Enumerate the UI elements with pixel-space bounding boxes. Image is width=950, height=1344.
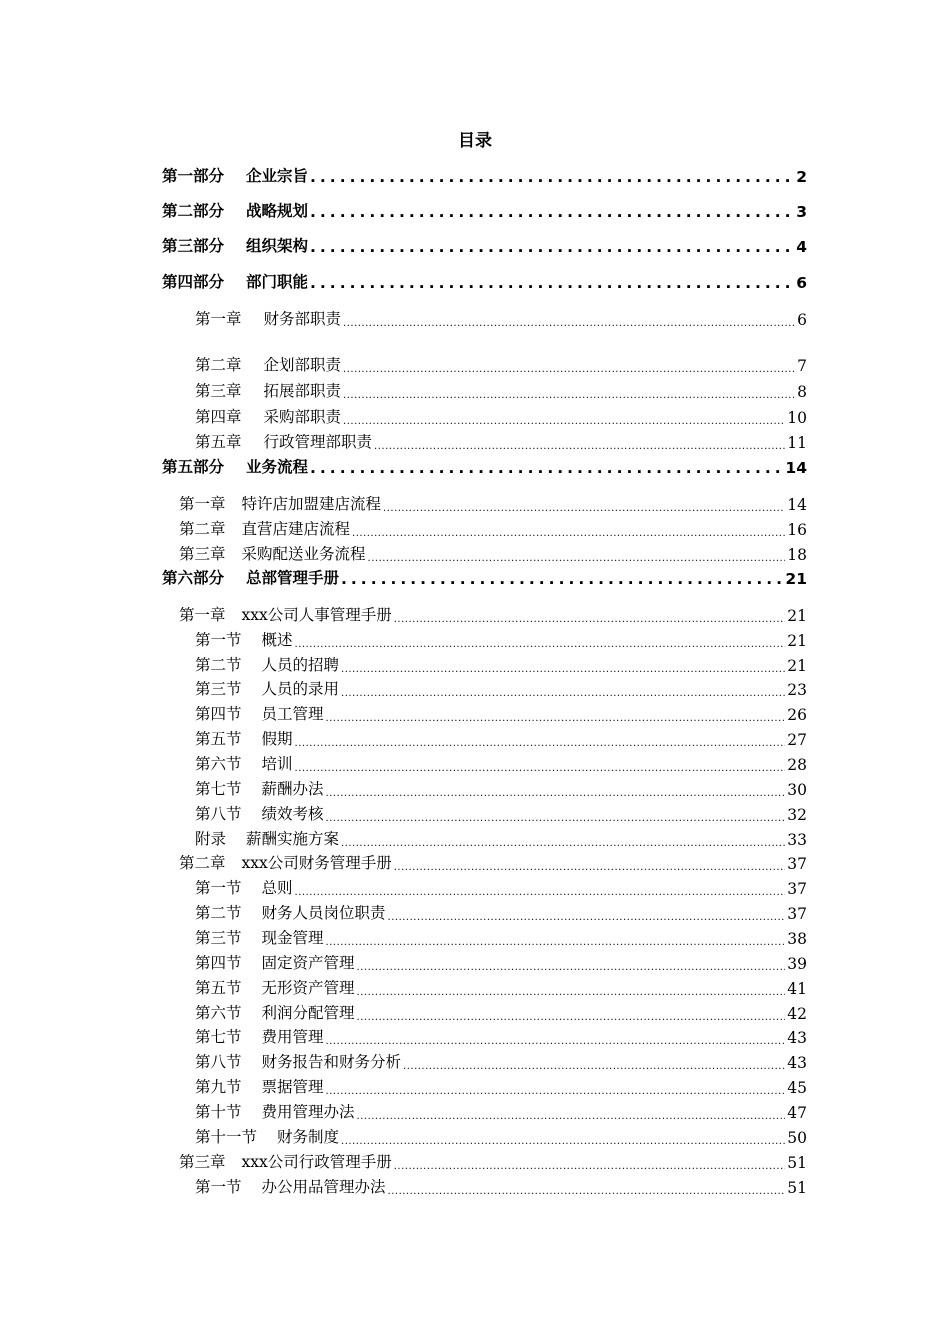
toc-entry-number: 第六节 bbox=[195, 1004, 242, 1022]
toc-entry-label: xxx公司行政管理手册 bbox=[241, 1153, 392, 1171]
toc-entry-label: 财务人员岗位职责 bbox=[261, 904, 386, 922]
toc-entry-label: 企业宗旨 bbox=[246, 167, 309, 185]
toc-entry-chapter[interactable] bbox=[179, 490, 807, 514]
dot-leader bbox=[310, 274, 794, 292]
toc-entry-label: 现金管理 bbox=[261, 929, 324, 947]
toc-entry-page: 21 bbox=[785, 570, 807, 588]
toc-entry-number: 第四章 bbox=[195, 408, 242, 426]
toc-entry-section[interactable] bbox=[195, 700, 807, 724]
dot-leader bbox=[352, 528, 785, 539]
toc-entry-number: 第二章 bbox=[195, 356, 242, 374]
toc-entry-page: 30 bbox=[787, 781, 807, 799]
toc-entry-label: 财务报告和财务分析 bbox=[261, 1053, 402, 1071]
toc-entry-page: 6 bbox=[797, 311, 807, 329]
toc-entry-section[interactable] bbox=[195, 899, 807, 923]
dot-leader bbox=[326, 788, 786, 799]
toc-entry-number: 第五节 bbox=[195, 979, 242, 997]
dot-leader bbox=[394, 862, 786, 873]
toc-entry-page: 27 bbox=[787, 731, 807, 749]
toc-entry-page: 51 bbox=[787, 1179, 807, 1197]
toc-entry-page: 41 bbox=[787, 980, 807, 998]
toc-entry-section[interactable] bbox=[195, 1023, 807, 1047]
dot-leader bbox=[357, 1111, 786, 1122]
dot-leader bbox=[310, 459, 783, 477]
toc-entry-number: 第二节 bbox=[195, 904, 242, 922]
toc-entry-number: 第八节 bbox=[195, 805, 242, 823]
toc-entry-section[interactable] bbox=[195, 924, 807, 948]
dot-leader bbox=[295, 763, 786, 774]
toc-entry-page: 39 bbox=[787, 955, 807, 973]
toc-entry-section[interactable] bbox=[195, 675, 807, 699]
toc-entry-label: 部门职能 bbox=[246, 273, 309, 291]
toc-entry-chapter[interactable] bbox=[179, 849, 807, 873]
toc-entry-page: 45 bbox=[787, 1079, 807, 1097]
toc-entry-chapter[interactable] bbox=[195, 305, 807, 329]
toc-entry-number: 第四节 bbox=[195, 954, 242, 972]
toc-entry-part-5[interactable] bbox=[162, 453, 807, 477]
toc-entry-section[interactable] bbox=[195, 974, 807, 998]
toc-entry-number: 第三节 bbox=[195, 929, 242, 947]
toc-entry-number: 第三部分 bbox=[162, 237, 225, 255]
toc-entry-label: 总则 bbox=[261, 879, 293, 897]
toc-entry-number: 第十一节 bbox=[195, 1128, 258, 1146]
toc-entry-number: 第一章 bbox=[195, 310, 242, 328]
toc-entry-label: 总部管理手册 bbox=[246, 569, 340, 587]
toc-entry-number: 第二章 bbox=[179, 520, 226, 538]
toc-entry-page: 8 bbox=[797, 383, 807, 401]
toc-entry-number: 第五章 bbox=[195, 433, 242, 451]
toc-entry-label: 业务流程 bbox=[246, 458, 309, 476]
toc-entry-part-1[interactable] bbox=[162, 162, 807, 186]
toc-entry-page: 50 bbox=[787, 1129, 807, 1147]
toc-entry-number: 第三章 bbox=[195, 382, 242, 400]
toc-entry-page: 42 bbox=[787, 1005, 807, 1023]
toc-entry-number: 第十节 bbox=[195, 1103, 242, 1121]
toc-entry-label: 员工管理 bbox=[261, 705, 324, 723]
toc-entry-number: 第二节 bbox=[195, 656, 242, 674]
toc-entry-number: 第五部分 bbox=[162, 458, 225, 476]
toc-entry-label: xxx公司人事管理手册 bbox=[241, 606, 392, 624]
dot-leader bbox=[295, 639, 786, 650]
dot-leader bbox=[394, 614, 786, 625]
toc-entry-label: 概述 bbox=[261, 631, 293, 649]
toc-entry-section[interactable] bbox=[195, 800, 807, 824]
toc-entry-number: 第一章 bbox=[179, 495, 226, 513]
toc-entry-page: 14 bbox=[787, 496, 807, 514]
toc-entry-page: 43 bbox=[787, 1029, 807, 1047]
toc-entry-label: 无形资产管理 bbox=[261, 979, 355, 997]
toc-entry-number: 第一部分 bbox=[162, 167, 225, 185]
toc-entry-label: 财务部职责 bbox=[263, 310, 342, 328]
toc-entry-number: 附录 bbox=[195, 830, 227, 848]
toc-entry-label: 假期 bbox=[261, 730, 293, 748]
toc-entry-section[interactable] bbox=[195, 999, 807, 1023]
toc-entry-page: 14 bbox=[785, 459, 807, 477]
toc-entry-page: 37 bbox=[787, 880, 807, 898]
dot-leader bbox=[341, 1136, 785, 1147]
toc-entry-number: 第六部分 bbox=[162, 569, 225, 587]
toc-entry-number: 第四部分 bbox=[162, 273, 225, 291]
dot-leader bbox=[343, 390, 795, 401]
toc-entry-section[interactable] bbox=[195, 725, 807, 749]
dot-leader bbox=[383, 503, 785, 514]
toc-entry-label: 绩效考核 bbox=[261, 805, 324, 823]
toc-entry-label: 培训 bbox=[261, 755, 293, 773]
toc-entry-page: 3 bbox=[796, 203, 807, 221]
toc-entry-label: 组织架构 bbox=[246, 237, 309, 255]
dot-leader bbox=[310, 203, 794, 221]
toc-entry-appendix[interactable] bbox=[195, 825, 807, 849]
toc-entry-label: 直营店建店流程 bbox=[241, 520, 351, 538]
dot-leader bbox=[310, 238, 794, 256]
toc-entry-section[interactable] bbox=[195, 1073, 807, 1097]
toc-entry-label: 办公用品管理办法 bbox=[261, 1178, 386, 1196]
dot-leader bbox=[326, 1036, 786, 1047]
toc-entry-part-4[interactable] bbox=[162, 268, 807, 292]
toc-title: 目录 bbox=[458, 131, 492, 151]
dot-leader bbox=[357, 1012, 786, 1023]
dot-leader bbox=[341, 838, 785, 849]
toc-entry-page: 33 bbox=[787, 831, 807, 849]
dot-leader bbox=[343, 318, 795, 329]
toc-entry-number: 第一节 bbox=[195, 631, 242, 649]
toc-entry-page: 2 bbox=[796, 168, 807, 186]
dot-leader bbox=[357, 987, 786, 998]
toc-entry-label: 采购部职责 bbox=[263, 408, 342, 426]
toc-entry-page: 6 bbox=[796, 274, 807, 292]
toc-entry-part-2[interactable] bbox=[162, 197, 807, 221]
toc-entry-number: 第四节 bbox=[195, 705, 242, 723]
toc-entry-page: 47 bbox=[787, 1104, 807, 1122]
toc-entry-page: 51 bbox=[787, 1154, 807, 1172]
toc-entry-chapter[interactable] bbox=[179, 1148, 807, 1172]
toc-entry-section[interactable] bbox=[195, 1048, 807, 1072]
toc-entry-section[interactable] bbox=[195, 750, 807, 774]
toc-entry-page: 37 bbox=[787, 905, 807, 923]
dot-leader bbox=[341, 570, 783, 588]
dot-leader bbox=[326, 1086, 786, 1097]
dot-leader bbox=[357, 962, 786, 973]
toc-entry-section[interactable] bbox=[195, 1123, 807, 1147]
toc-entry-page: 11 bbox=[787, 434, 807, 452]
toc-entry-label: 薪酬实施方案 bbox=[246, 830, 340, 848]
toc-entry-number: 第九节 bbox=[195, 1078, 242, 1096]
dot-leader bbox=[326, 713, 786, 724]
toc-entry-number: 第一节 bbox=[195, 1178, 242, 1196]
dot-leader bbox=[295, 738, 786, 749]
toc-entry-label: 财务制度 bbox=[277, 1128, 340, 1146]
toc-entry-label: 固定资产管理 bbox=[261, 954, 355, 972]
toc-entry-number: 第八节 bbox=[195, 1053, 242, 1071]
toc-entry-page: 28 bbox=[787, 756, 807, 774]
dot-leader bbox=[388, 1186, 786, 1197]
dot-leader bbox=[343, 416, 785, 427]
toc-entry-page: 26 bbox=[787, 706, 807, 724]
toc-entry-chapter[interactable] bbox=[195, 377, 807, 401]
toc-entry-number: 第七节 bbox=[195, 1028, 242, 1046]
dot-leader bbox=[368, 553, 786, 564]
toc-entry-label: 战略规划 bbox=[246, 202, 309, 220]
toc-entry-page: 43 bbox=[787, 1054, 807, 1072]
toc-entry-number: 第五节 bbox=[195, 730, 242, 748]
toc-entry-section[interactable] bbox=[195, 1173, 807, 1197]
toc-entry-number: 第三节 bbox=[195, 680, 242, 698]
toc-entry-chapter[interactable] bbox=[179, 601, 807, 625]
toc-entry-page: 23 bbox=[787, 681, 807, 699]
toc-entry-chapter[interactable] bbox=[195, 351, 807, 375]
toc-entry-section[interactable] bbox=[195, 775, 807, 799]
toc-entry-label: 费用管理 bbox=[261, 1028, 324, 1046]
dot-leader bbox=[343, 364, 795, 375]
toc-entry-part-3[interactable] bbox=[162, 232, 807, 256]
toc-entry-label: 费用管理办法 bbox=[261, 1103, 355, 1121]
toc-entry-section[interactable] bbox=[195, 626, 807, 650]
toc-entry-label: 采购配送业务流程 bbox=[241, 545, 366, 563]
toc-entry-page: 37 bbox=[787, 855, 807, 873]
dot-leader bbox=[388, 912, 786, 923]
toc-entry-number: 第三章 bbox=[179, 1153, 226, 1171]
toc-entry-page: 38 bbox=[787, 930, 807, 948]
toc-entry-label: 人员的招聘 bbox=[261, 656, 340, 674]
dot-leader bbox=[310, 168, 794, 186]
toc-entry-chapter[interactable] bbox=[195, 428, 807, 452]
dot-leader bbox=[394, 1161, 786, 1172]
toc-entry-chapter[interactable] bbox=[179, 515, 807, 539]
toc-entry-label: xxx公司财务管理手册 bbox=[241, 854, 392, 872]
toc-entry-chapter[interactable] bbox=[195, 403, 807, 427]
toc-entry-page: 16 bbox=[787, 521, 807, 539]
toc-entry-number: 第二章 bbox=[179, 854, 226, 872]
toc-entry-page: 4 bbox=[796, 238, 807, 256]
toc-entry-part-6[interactable] bbox=[162, 564, 807, 588]
toc-entry-section[interactable] bbox=[195, 874, 807, 898]
toc-entry-label: 薪酬办法 bbox=[261, 780, 324, 798]
dot-leader bbox=[341, 688, 785, 699]
toc-entry-chapter[interactable] bbox=[179, 540, 807, 564]
toc-entry-number: 第一章 bbox=[179, 606, 226, 624]
toc-entry-label: 企划部职责 bbox=[263, 356, 342, 374]
toc-entry-section[interactable] bbox=[195, 651, 807, 675]
toc-entry-label: 行政管理部职责 bbox=[263, 433, 373, 451]
toc-entry-page: 32 bbox=[787, 806, 807, 824]
toc-entry-page: 21 bbox=[787, 607, 807, 625]
dot-leader bbox=[295, 887, 786, 898]
toc-entry-number: 第二部分 bbox=[162, 202, 225, 220]
toc-entry-number: 第七节 bbox=[195, 780, 242, 798]
toc-entry-label: 人员的录用 bbox=[261, 680, 340, 698]
dot-leader bbox=[403, 1061, 785, 1072]
toc-entry-section[interactable] bbox=[195, 949, 807, 973]
toc-entry-label: 拓展部职责 bbox=[263, 382, 342, 400]
toc-entry-page: 21 bbox=[787, 632, 807, 650]
toc-entry-number: 第三章 bbox=[179, 545, 226, 563]
dot-leader bbox=[374, 441, 785, 452]
toc-entry-section[interactable] bbox=[195, 1098, 807, 1122]
dot-leader bbox=[341, 664, 785, 675]
toc-entry-label: 利润分配管理 bbox=[261, 1004, 355, 1022]
toc-entry-page: 10 bbox=[787, 409, 807, 427]
toc-entry-page: 7 bbox=[797, 357, 807, 375]
toc-entry-label: 特许店加盟建店流程 bbox=[241, 495, 382, 513]
toc-entry-page: 21 bbox=[787, 657, 807, 675]
dot-leader bbox=[326, 937, 786, 948]
toc-entry-label: 票据管理 bbox=[261, 1078, 324, 1096]
dot-leader bbox=[326, 813, 786, 824]
toc-entry-number: 第一节 bbox=[195, 879, 242, 897]
toc-entry-page: 18 bbox=[787, 546, 807, 564]
toc-entry-number: 第六节 bbox=[195, 755, 242, 773]
